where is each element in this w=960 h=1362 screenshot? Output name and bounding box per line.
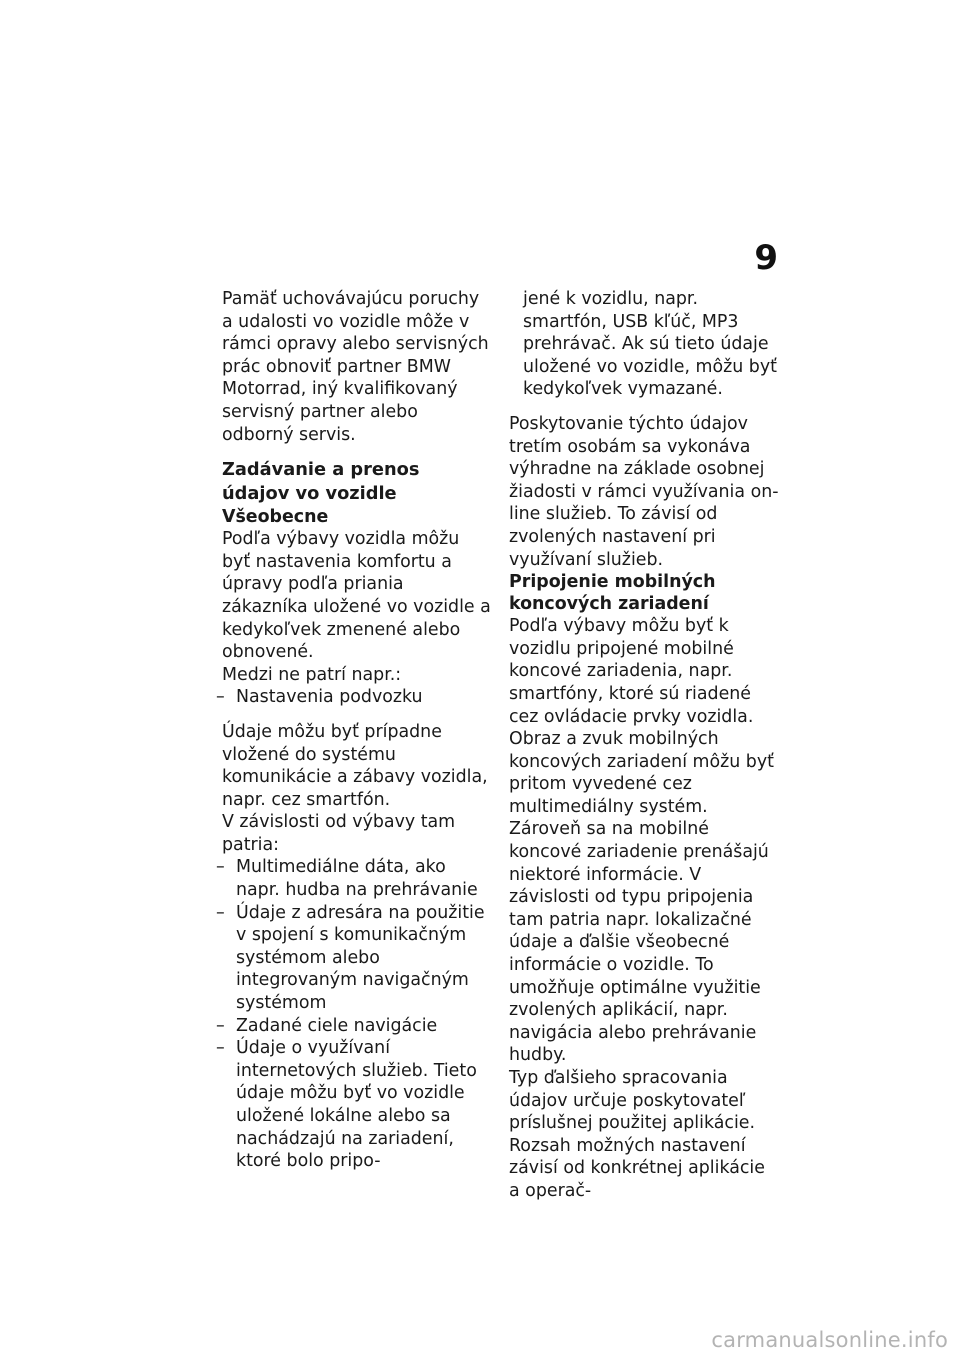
depending-paragraph: V závislosti od výbavy tam patria: [222,812,456,855]
data-types-list [222,856,492,1172]
mobile-paragraph-3: Typ ďalšieho spracovania údajov určuje poskytovateľ príslušnej použitej aplikácie. Rozsah možných nastavení závisí od konkrétnej aplikácie a operač- [509,1068,765,1201]
subheading-general: Všeobecne [222,507,329,528]
list-item: – Zadané ciele navigácie [222,1015,492,1038]
mobile-paragraph-1: Podľa výbavy môžu byť k vozidlu pripojené mobilné koncové zariadenia, napr. smartfóny, ktoré sú riadené cez ovládacie prvky vozidla. [509,616,754,727]
right-column [509,288,779,1203]
data-storage-paragraph: Údaje môžu byť prípadne vložené do systému komunikácie a zábavy vozidla, napr. cez smartfón. [222,721,488,810]
subheading-mobile: Pripojenie mobilných koncových zariadení [509,572,716,615]
section-heading: Zadávanie a prenos údajov vo vozidle [222,459,420,505]
list-item: – Nastavenia podvozku [222,686,492,709]
mobile-paragraph-2: Obraz a zvuk mobilných koncových zariadení môžu byť pritom vyvedené cez multimediálny systém. Zároveň sa na mobilné koncové zariadenie prenášajú niektoré informácie. V závislosti od typu pripojenia tam patria napr. lokalizačné údaje a ďalšie všeobecné informácie o vozidle. To umožňuje optimálne využitie zvolených aplikácií, napr. navigácia alebo prehrávanie hudby. [509,729,774,1066]
examples-intro: Medzi ne patrí napr.: [222,664,402,685]
list-item: – Údaje z adresára na použitie v spojení s komunikačným systémom alebo integrovaným navigačným systémom [222,902,492,1015]
general-paragraph: Podľa výbavy vozidla môžu byť nastavenia komfortu a úpravy podľa priania zákazníka uložené vo vozidle a kedykoľvek zmenené alebo obnovené. [222,529,491,663]
intro-paragraph: Pamäť uchovávajúcu poruchy a udalosti vo vozidle môže v rámci opravy alebo servisných prác obnoviť partner BMW Motorrad, iný kvalifikovaný servisný partner alebo odborný servis. [222,289,489,445]
list-item: – Multimediálne dáta, ako napr. hudba na prehrávanie [222,856,492,901]
left-column [222,288,492,1173]
list-item: – Údaje o využívaní internetových služieb. Tieto údaje môžu byť vo vozidle uložené lokálne alebo sa nachádzajú na zariadení, ktoré bolo pripo- [222,1037,492,1173]
list-continuation: jené k vozidlu, napr. smartfón, USB kľúč, MP3 prehrávač. Ak sú tieto údaje uložené vo vozidle, môžu byť kedykoľvek vymazané. [523,289,777,400]
page-number: 9 [754,238,778,278]
settings-list [222,686,492,709]
third-party-paragraph: Poskytovanie týchto údajov tretím osobám sa vykonáva výhradne na základe osobnej žiadosti v rámci využívania on-line služieb. To závisí od zvolených nastavení pri využívaní služieb. [509,413,779,570]
watermark: carmanualsonline.info [711,1328,948,1352]
